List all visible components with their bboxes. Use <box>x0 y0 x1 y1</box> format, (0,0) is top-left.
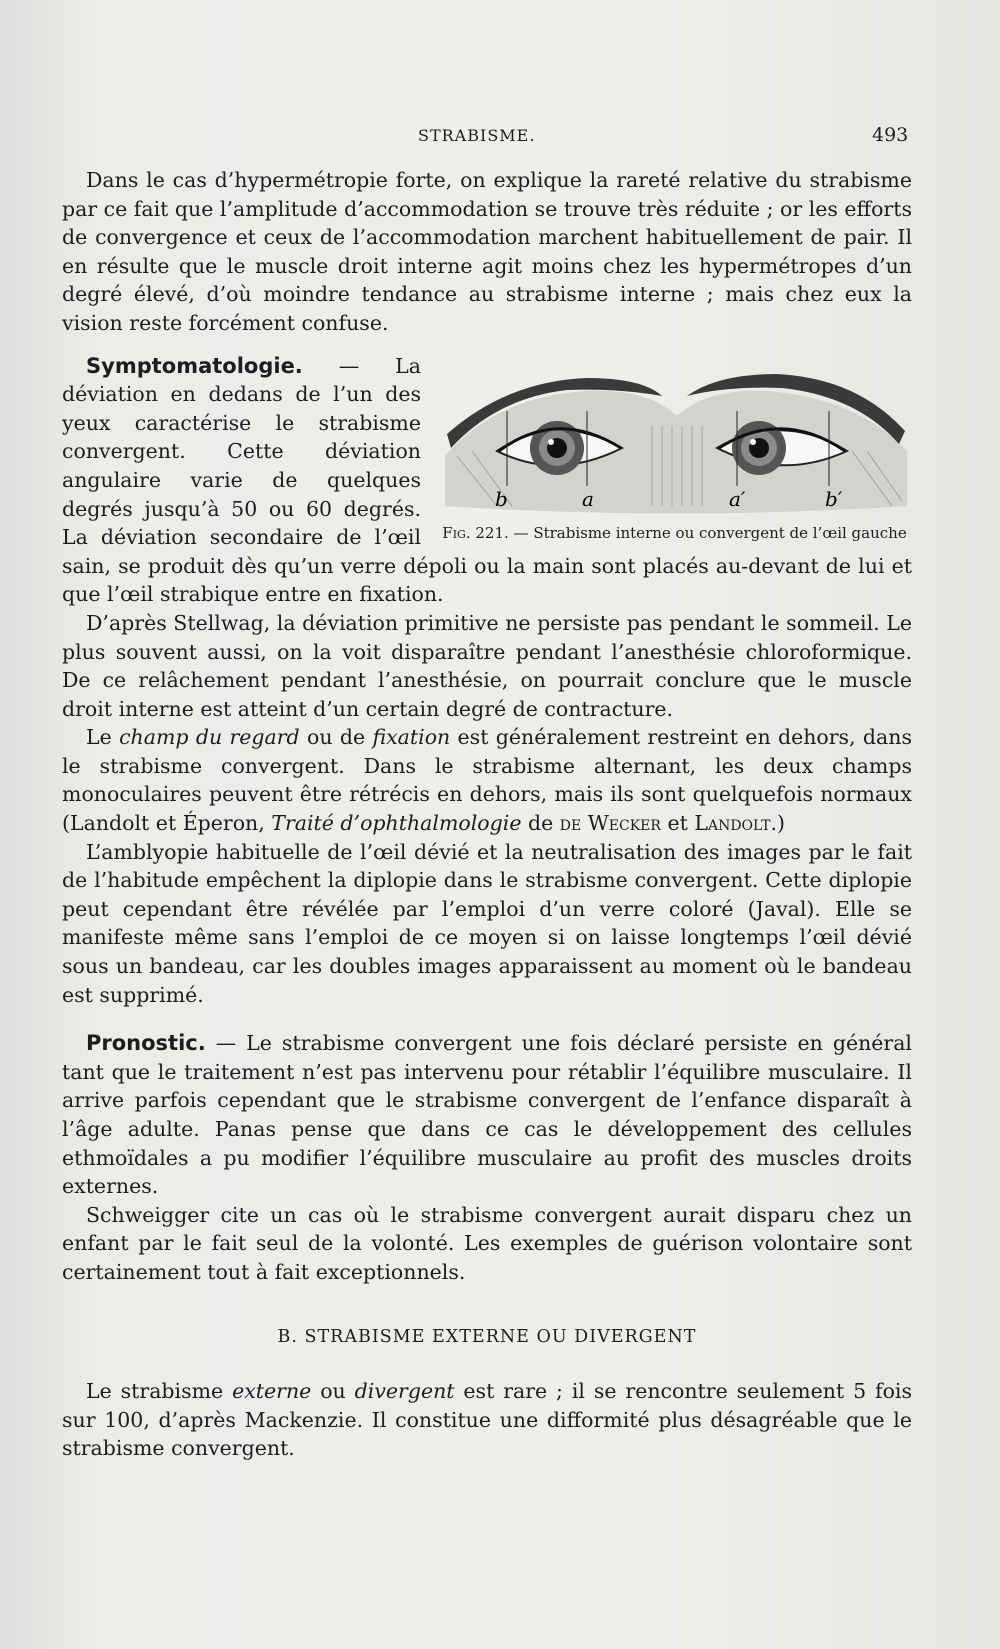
pronostic-text: — Le strabisme convergent une fois déclaré persiste en général tant que le traitement n’est pas intervenu pour rétablir l’équilibre musculaire. Il arrive parfois cependant que le strabisme convergent de l’enfance disparaît à l’âge adulte. Panas pense que dans ce cas le développement des cellules ethmoïdales a pu modifier l’équilibre musculaire au profit des muscles droits externes. <box>62 1031 912 1199</box>
body-text <box>62 166 912 1463</box>
italic-divergent: divergent <box>354 1379 455 1404</box>
paragraph-amblyopie: L’amblyopie habituelle de l’œil dévié et la neutralisation des images par le fait de l’habitude empêchent la diplopie dans le strabisme convergent. Cette diplopie peut cependant être révélée par l’emploi d’un verre coloré (Javal). Elle se manifeste même sans l’emploi de ce moyen si on laisse longtemps l’œil dévié sous un bandeau, car les doubles images apparaissent au moment où le bandeau est supprimé. <box>62 839 912 1007</box>
label-b-prime: b′ <box>825 486 843 511</box>
text-run: est généralement restreint en dehors, dans le strabisme convergent. Dans le strabisme alternant, les deux champs monoculaires peuvent être rétrécis en dehors, mais ils sont quelquefois normaux (Landolt et Éperon, <box>62 725 912 836</box>
label-b: b <box>495 486 508 511</box>
text-run: ou de <box>299 725 373 750</box>
italic-champ-du-regard: champ du regard <box>119 725 300 750</box>
page-number: 493 <box>872 124 909 146</box>
text-run: Le <box>86 725 120 750</box>
figure-number: Fig. 221. <box>442 523 509 542</box>
paragraph-stellwag: D’après Stellwag, la déviation primitive ne persiste pas pendant le sommeil. Le plus souvent aussi, on la voit disparaître pendant l’anesthésie chloroformique. De ce relâchement pendant l’anesthésie, on pourrait conclure que le muscle droit interne est atteint d’un certain degré de contracture. <box>62 610 912 721</box>
symptomatologie-text-1: — La déviation en dedans de l’un des yeux caractérise le strabisme convergent. Cette déviation angulaire varie de quelques degrés jusqu’à 50 ou 60 degrés. La déviation secondaire de l’œil sain, se produit dès qu’un verre dépoli ou la main sont placés au-devant de lui et que l’œil strabique entre en fixation. <box>62 353 912 607</box>
text-run: et <box>660 811 695 836</box>
heading-pronostic: Pronostic. <box>86 1031 206 1056</box>
figure-caption-text: — Strabisme interne ou convergent de l’œil gauche <box>508 523 907 542</box>
label-a: a <box>582 486 594 511</box>
paragraph-champ-regard <box>62 723 912 837</box>
text-run: de <box>521 811 560 836</box>
author-de-wecker: de Wecker <box>559 811 661 836</box>
eyes-engraving <box>437 356 912 521</box>
paragraph-hypermetropie: Dans le cas d’hypermétropie forte, on explique la rareté relative du strabisme par ce fait que l’amplitude d’accommodation se trouve très réduite ; or les efforts de convergence et ceux de l’accommodation marchent habituellement de pair. Il en résulte que le muscle droit interne agit moins chez les hypermétropes d’un degré élevé, d’où moindre tendance au strabisme interne ; mais chez eux la vision reste forcément confuse. <box>62 168 912 335</box>
figure-caption <box>437 523 912 543</box>
author-landolt: Landolt <box>694 811 771 836</box>
text-run: .) <box>770 811 786 836</box>
italic-fixation: fixation <box>372 725 451 750</box>
text-run: Le strabisme <box>86 1379 233 1404</box>
figure-221 <box>437 356 912 543</box>
running-title: STRABISME. <box>418 126 536 145</box>
text-run: est rare ; il se rencontre seulement 5 fois sur 100, d’après Mackenzie. Il constitue une difformité plus désagréable que le strabisme convergent. <box>62 1379 913 1461</box>
paragraph-schweigger: Schweigger cite un cas où le strabisme convergent aurait disparu chez un enfant par le fait seul de la volonté. Les exemples de guérison volontaire sont certainement tout à fait exceptionnels. <box>62 1202 912 1284</box>
heading-symptomatologie: Symptomatologie. <box>86 353 303 378</box>
label-a-prime: a′ <box>729 486 746 511</box>
section-heading-strabisme-externe: B. STRABISME EXTERNE OU DIVERGENT <box>277 1326 697 1347</box>
italic-traite-ophthalmologie: Traité d’ophthalmologie <box>271 811 522 836</box>
text-run: ou <box>311 1379 355 1404</box>
paragraph-strabisme-externe <box>62 1377 912 1463</box>
page-header <box>0 126 1000 150</box>
italic-externe: externe <box>232 1379 312 1404</box>
paragraph-pronostic <box>62 1029 912 1201</box>
